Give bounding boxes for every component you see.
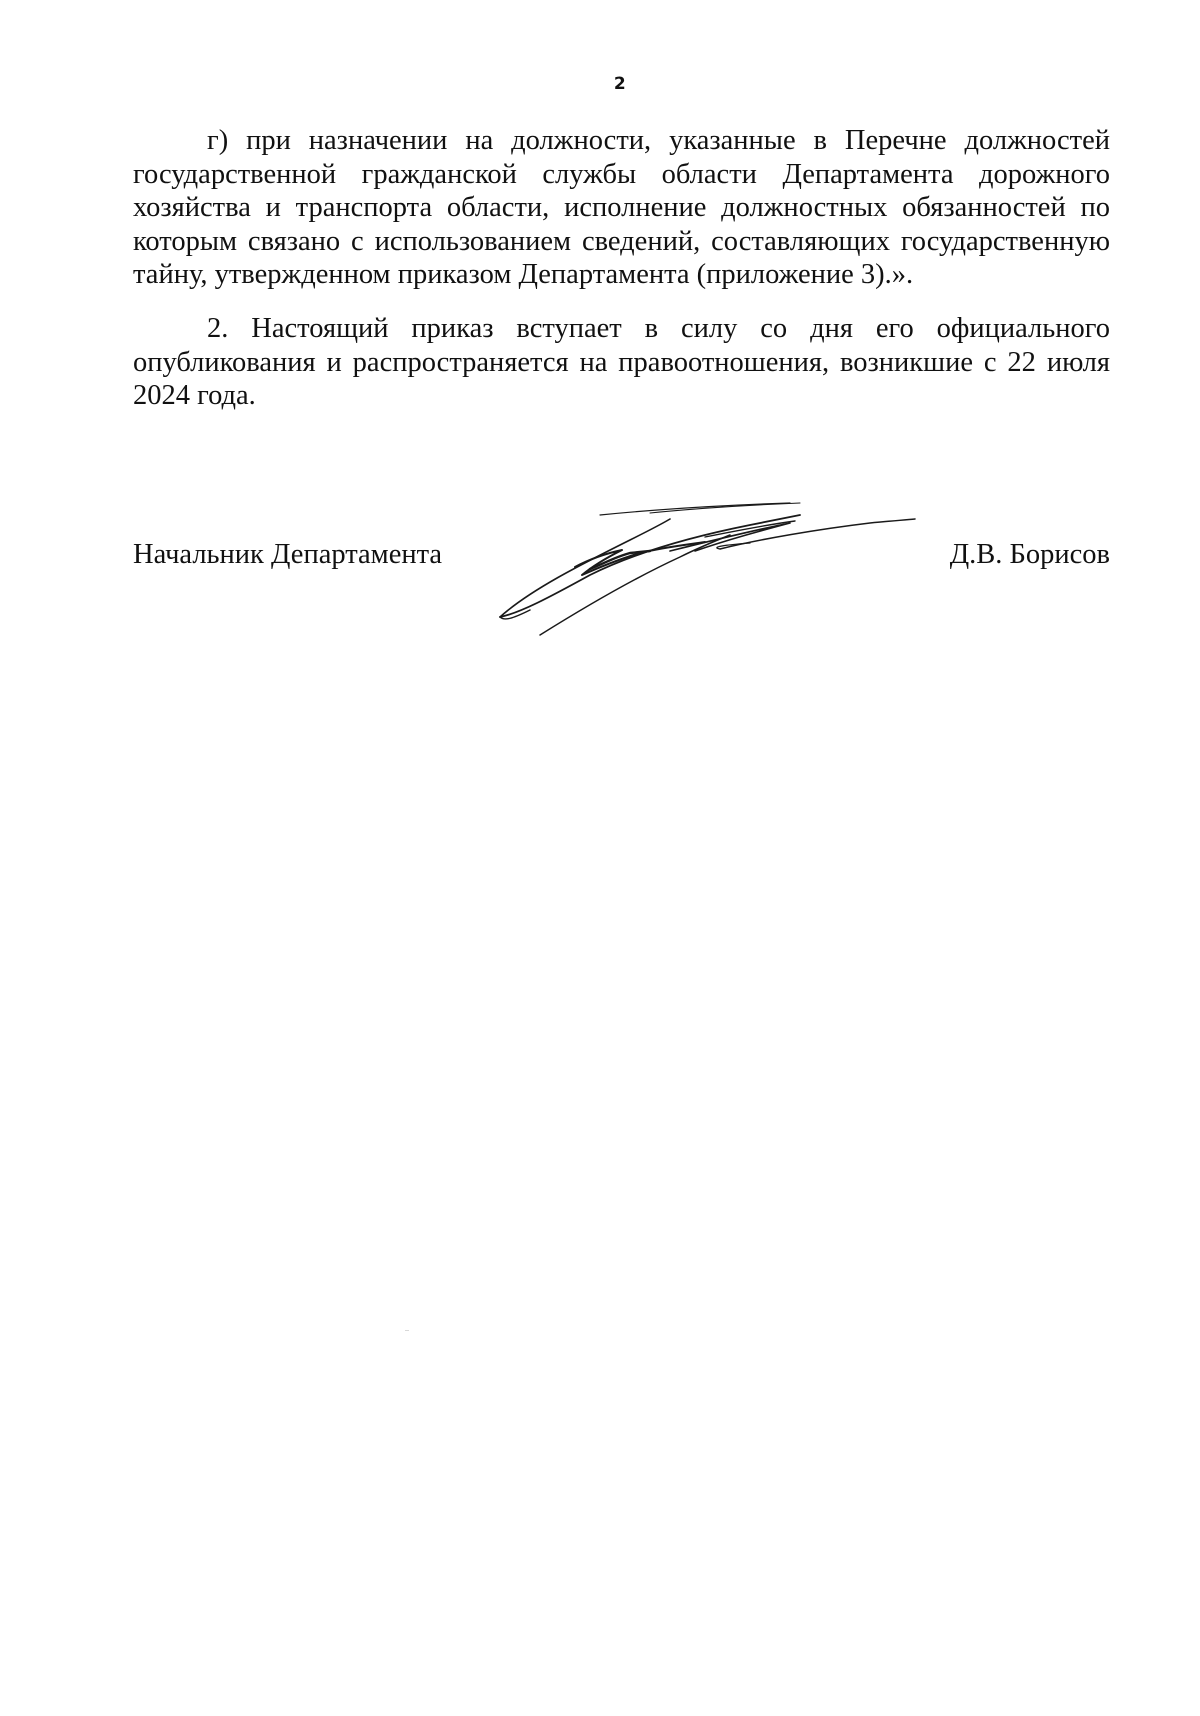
paragraph-effective-date: 2. Настоящий приказ вступает в силу со дня его официального опубликования и распространяется на правоотношения, возникшие с 22 июля 2024 года. — [133, 313, 1110, 411]
scan-artifact — [405, 1330, 409, 1331]
page-number: 2 — [613, 74, 627, 94]
handwritten-signature — [490, 495, 920, 645]
paragraph-amendment-g: г) при назначении на должности, указанные в Перечне должностей государственной гражданской службы области Департамента дорожного хозяйства и транспорта области, исполнение должностных обязанностей по которым связано с использованием сведений, составляющих государственную тайну, утвержденном приказом Департамента (приложение 3).». — [133, 125, 1110, 290]
signer-name: Д.В. Борисов — [949, 539, 1110, 570]
signer-position: Начальник Департамента — [133, 539, 443, 570]
